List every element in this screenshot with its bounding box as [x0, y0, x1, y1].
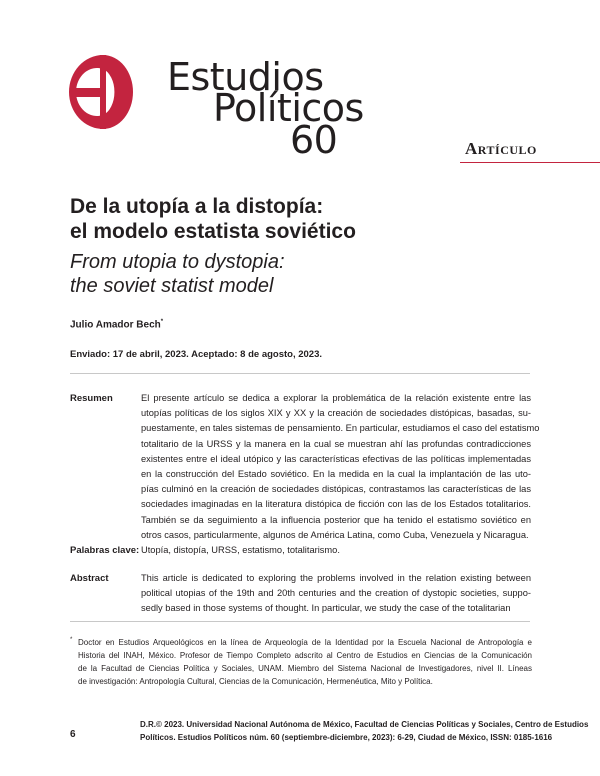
resumen-line: sociedades imaginadas en la literatura distópica de ficción con las de los Estados totalitarios. — [141, 499, 531, 510]
footnote-line: Doctor en Estudios Arqueológicos en la línea de Arqueología de la Identidad por la Escuela Nacional de Antropología e — [78, 638, 532, 647]
resumen-line: También se da seguimiento a la influencia posterior que ha tenido el estatismo soviético en — [141, 514, 531, 525]
author-name: Julio Amador Bech — [70, 319, 161, 331]
footnote-divider — [70, 621, 530, 622]
title-en-line: From utopia to dystopia: — [70, 251, 285, 273]
keywords-label: Palabras clave: — [70, 545, 140, 556]
journal-name-line2: Políticos — [213, 86, 364, 130]
abstract-label: Abstract — [70, 573, 109, 584]
abstract-line: This article is dedicated to exploring the problems involved in the relation existing between — [141, 573, 531, 583]
abstract-line: sedly based in those systems of thought. In particular, we study the case of the totalitarian — [141, 603, 511, 614]
footnote-line: Historia del INAH, México. Profesor de Tiempo Completo adscrito al Centro de Estudios en Ciencias de la Comunicación — [78, 651, 532, 660]
article-title-english — [70, 250, 285, 298]
title-es-line: el modelo estatista soviético — [70, 220, 356, 243]
keywords-line: Utopía, distopía, URSS, estatismo, totalitarismo. — [141, 545, 340, 555]
abstract-line: political utopias of the 19th and 20th centuries and the creation of dystopic societies, suppo- — [141, 588, 531, 599]
journal-name-line1: Estudios — [167, 55, 324, 99]
journal-issue-number: 60 — [290, 118, 338, 162]
resumen-line: en la construcción del Estado soviético. En la medida en la cual la implantación de las uto- — [141, 469, 531, 480]
title-en-line: the soviet statist model — [70, 275, 274, 297]
footnote-line: de la Facultad de Ciencias Política y Sociales, UNAM. Miembro del Sistema Nacional de Investigadores, nivel II. Líneas — [78, 664, 532, 673]
title-es-line: De la utopía a la distopía: — [70, 195, 324, 218]
resumen-line: pías culminó en la creación de sociedades distópicas, contrastamos las características de las — [141, 484, 531, 495]
author-footnote — [70, 636, 532, 688]
resumen-line: El presente artículo se dedica a explorar la problemática de la relación existente entre las — [141, 393, 531, 403]
section-divider — [460, 162, 600, 163]
article-title-spanish — [70, 194, 356, 244]
keywords-body — [141, 543, 531, 558]
resumen-line: existentes entre el ideal utópico y las características efectivas de las políticas implementadas — [141, 453, 531, 464]
submission-dates: Enviado: 17 de abril, 2023. Aceptado: 8 de agosto, 2023. — [70, 349, 323, 360]
footnote-mark: * — [70, 637, 73, 643]
divider — [70, 373, 530, 374]
resumen-line: puestamente, en tales sistemas de pensamiento. En particular, estudiamos el caso del estatismo — [141, 423, 540, 434]
footnote-line: de investigación: Antropología Cultural, Ciencias de la Comunicación, Hermenéutica, Mito y Política. — [78, 677, 433, 686]
resumen-line: totalitario de la URSS y la manera en la cual se muestran ahí las profundas contradicciones — [141, 438, 531, 449]
abstract-body — [141, 571, 531, 617]
credits-line: Políticos. Estudios Políticos núm. 60 (septiembre-diciembre, 2023): 6-29, Ciudad de México, ISSN: 0185-1616 — [140, 733, 553, 742]
page-number: 6 — [70, 729, 76, 740]
resumen-body — [141, 391, 540, 543]
author-byline — [70, 319, 163, 330]
resumen-line: otros casos, particularmente, algunos de América Latina, como Cuba, Venezuela y Nicaragua. — [141, 529, 529, 540]
section-label: Artículo — [465, 139, 537, 158]
ep-monogram-icon — [67, 52, 137, 132]
author-footnote-mark: * — [160, 319, 164, 325]
resumen-line: utopías políticas de los siglos XIX y XX y la creación de sociedades distópicas, basadas, su- — [141, 408, 531, 419]
copyright-credits — [140, 718, 589, 744]
credits-line: D.R.© 2023. Universidad Nacional Autónoma de México, Facultad de Ciencias Políticas y Sociales, Centro de Estudios — [140, 720, 589, 729]
resumen-label: Resumen — [70, 393, 113, 404]
